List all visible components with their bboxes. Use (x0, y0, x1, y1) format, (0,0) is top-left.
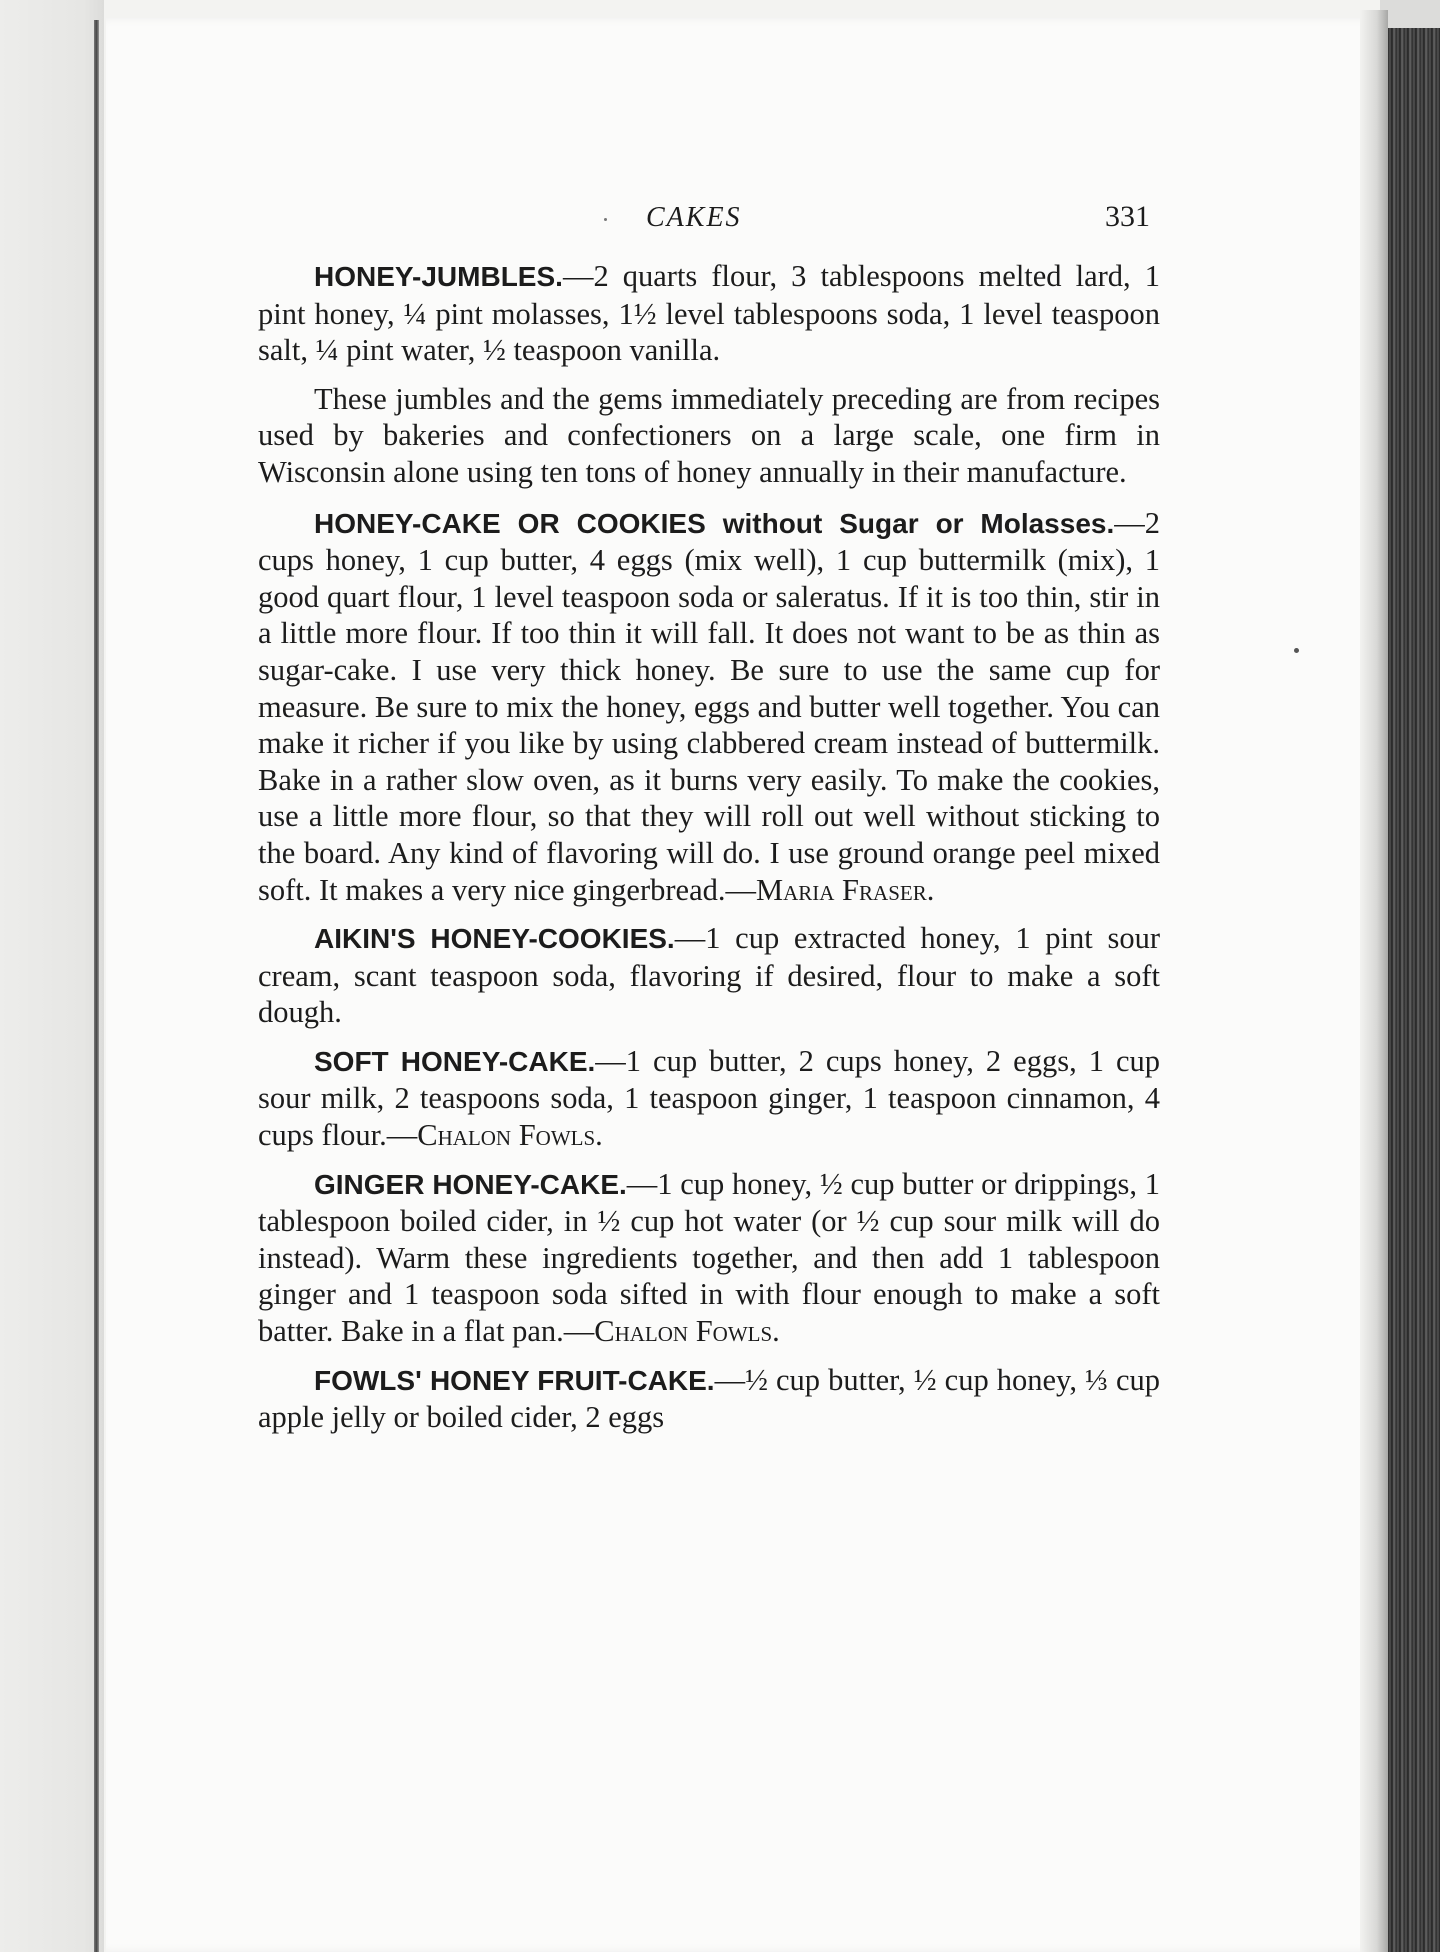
page-number: 331 (1105, 200, 1150, 233)
ink-speck (1294, 648, 1299, 653)
recipe-body: —2 quarts flour, 3 tablespoons melted lard, 1 pint honey, ¼ pint molasses, 1½ level tablespoons soda, 1 level teaspoon salt, ¼ pint water, ½ teaspoon vanilla. (258, 259, 1160, 368)
recipe-soft-honey-cake (258, 1043, 1160, 1154)
recipe-fowls-honey-fruit-cake (258, 1362, 1160, 1436)
book-page-edges (1388, 28, 1440, 1952)
recipe-honey-cake-or-cookies (258, 505, 1160, 909)
recipe-title: HONEY-JUMBLES. (314, 261, 563, 292)
recipe-title: AIKIN'S HONEY-COOKIES. (314, 923, 675, 955)
recipe-body: —1 cup butter, 2 cups honey, 2 eggs, 1 cup sour milk, 2 teaspoons soda, 1 teaspoon ginger, 1 teaspoon cinnamon, 4 cups flour.— (258, 1043, 1160, 1153)
editorial-note: These jumbles and the gems immediately preceding are from recipes used by bakeries and confectioners on a large scale, one firm in Wisconsin alone using ten tons of honey annually in their manufacture. (258, 381, 1160, 489)
left-page-edge (0, 0, 104, 1952)
recipe-title: SOFT HONEY-CAKE. (314, 1045, 596, 1077)
recipe-title-continued: Molasses. (980, 507, 1115, 539)
recipe-title: GINGER HONEY-CAKE. (314, 1168, 627, 1200)
recipe-signature: Chalon Fowls. (417, 1118, 603, 1153)
recipe-aikins-honey-cookies (258, 920, 1160, 1031)
page-fold (1360, 10, 1388, 1952)
book-gutter (94, 20, 99, 1952)
recipe-title: HONEY-CAKE OR COOKIES without Sugar or (314, 507, 964, 539)
page-content (258, 196, 1160, 1448)
recipe-honey-jumbles (258, 258, 1160, 369)
recipe-body: —1 cup honey, ½ cup butter or drippings, 1 tablespoon boiled cider, in ½ cup hot water (or ½ cup sour milk will do instead). Warm these ingredients together, and then add 1 tablespoon ginger and 1 teaspoon soda sifted in with flour enough to make a soft batter. Bake in a flat pan.— (258, 1166, 1161, 1349)
recipe-ginger-honey-cake (258, 1166, 1160, 1350)
running-title: CAKES (646, 202, 742, 233)
recipe-body: —1 cup extracted honey, 1 pint sour cream, scant teaspoon soda, flavoring if desired, flour to make a soft dough. (258, 921, 1160, 1030)
recipe-body: —2 cups honey, 1 cup butter, 4 eggs (mix well), 1 cup buttermilk (mix), 1 good quart flour, 1 level teaspoon soda or saleratus. If it is too thin, stir in a little more flour. If too thin it will fall. It does not want to be as thin as sugar-cake. I use very thick honey. Be sure to use the same cup for measure. Be sure to mix the honey, eggs and butter well together. You can make it richer if you like by using clabbered cream instead of buttermilk. Bake in a rather slow oven, as it burns very easily. To make the cookies, use a little more flour, so that they will roll out well without sticking to the board. Any kind of flavoring will do. I use ground orange peel mixed soft. It makes a very nice gingerbread.— (258, 505, 1160, 907)
recipe-title: FOWLS' HONEY FRUIT-CAKE. (314, 1364, 715, 1396)
running-head (258, 196, 1160, 246)
recipe-signature: Chalon Fowls. (594, 1314, 780, 1349)
recipe-body: —½ cup butter, ½ cup honey, ⅓ cup apple jelly or boiled cider, 2 eggs (258, 1362, 1160, 1435)
recipe-signature: Maria Fraser. (755, 872, 935, 907)
